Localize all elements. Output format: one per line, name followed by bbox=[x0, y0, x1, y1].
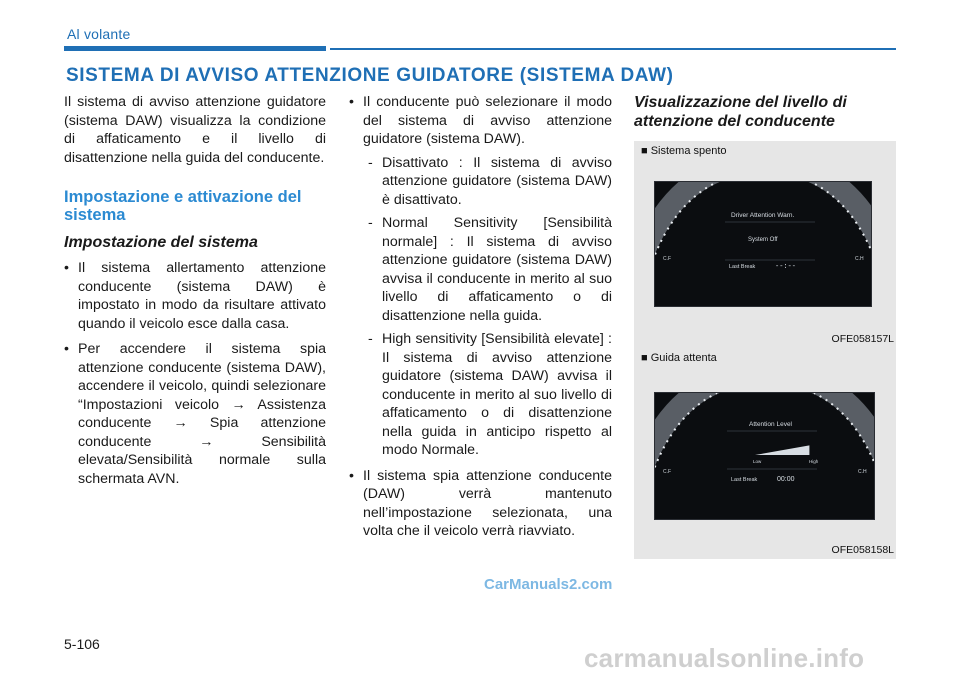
attention-level-bar bbox=[755, 445, 809, 455]
figure-system-off bbox=[634, 141, 896, 348]
bullet-icon: • bbox=[64, 341, 69, 357]
mode-text: Disattivato : Il sistema di avviso attenzione guidatore (sistema DAW) è disattivato. bbox=[382, 154, 612, 208]
figure-caption: ■ Sistema spento bbox=[641, 145, 727, 157]
mode-option-off bbox=[349, 154, 612, 210]
setup-bullet-list bbox=[64, 259, 326, 488]
list-item bbox=[64, 340, 326, 488]
column-middle bbox=[349, 93, 612, 548]
footer-brand: carmanualsonline.info bbox=[584, 643, 865, 673]
figure-attentive-driving bbox=[634, 348, 896, 559]
dash-icon: - bbox=[368, 331, 373, 347]
list-item bbox=[349, 467, 612, 541]
system-setup-subheading: Impostazione del sistema bbox=[64, 234, 258, 251]
figure-code: OFE058157L bbox=[831, 333, 894, 345]
fuel-gauge-label: C.F bbox=[663, 256, 672, 262]
last-break-value: --:-- bbox=[775, 263, 797, 271]
page-title: SISTEMA DI AVVISO ATTENZIONE GUIDATORE (SISTEMA DAW) bbox=[66, 65, 674, 86]
bullet-icon: • bbox=[349, 94, 354, 110]
bullet-icon: • bbox=[349, 467, 354, 484]
bullet-text: Il sistema allertamento attenzione conducente (sistema DAW) è impostato in modo da risultare attivato quando il veicolo esce dalla casa. bbox=[78, 260, 326, 332]
low-label: Low bbox=[753, 459, 762, 464]
temp-gauge-label: C.H bbox=[858, 469, 867, 475]
watermark-logo: CarManuals2.com bbox=[484, 576, 613, 593]
list-item bbox=[64, 259, 326, 333]
mode-text: High sensitivity [Sensibilità elevate] : Il sistema di avviso attenzione guidatore (sistema DAW) avvisa il conducente in merito al suo livello di affaticamento o di disattenzione nella guida in anticipo rispetto al modo Normale. bbox=[382, 331, 612, 458]
screen-title: Driver Attention Warn. bbox=[731, 212, 795, 219]
mode-bullet-list bbox=[349, 93, 612, 541]
attention-display-heading: Visualizzazione del livello di attenzione del conducente bbox=[634, 94, 847, 130]
last-break-value: 00:00 bbox=[777, 476, 795, 483]
cluster-screen bbox=[654, 181, 872, 307]
fuel-gauge-label: C.F bbox=[663, 469, 672, 475]
dash-icon: - bbox=[368, 215, 373, 231]
bullet-icon: • bbox=[64, 260, 69, 276]
mode-text: Normal Sensitivity [Sensibilità normale] : Il sistema di avviso attenzione guidatore (sistema DAW) avvisa il conducente in merito al suo livello di affaticamento o di disattenzione nella guida. bbox=[382, 215, 612, 324]
cluster-screen bbox=[654, 392, 875, 520]
bullet-text: Il sistema spia attenzione conducente (DAW) verrà mantenuto nell’impostazione selezionata, una volta che il veicolo verrà riavviato. bbox=[363, 467, 612, 539]
cluster-display-graphic bbox=[655, 393, 875, 520]
mode-option-high bbox=[349, 330, 612, 460]
bullet-text: Il conducente può selezionare il modo del sistema di avviso attenzione guidatore (sistema DAW). bbox=[363, 94, 612, 147]
mode-option-normal bbox=[349, 214, 612, 325]
figure-code: OFE058158L bbox=[831, 544, 894, 556]
figure-caption: ■ Guida attenta bbox=[641, 352, 717, 364]
screen-title: Attention Level bbox=[749, 421, 793, 428]
list-item bbox=[349, 93, 612, 460]
setup-activation-heading: Impostazione e attivazione del sistema bbox=[64, 188, 302, 224]
page-number: 5-106 bbox=[64, 636, 100, 652]
column-right bbox=[634, 93, 896, 131]
temp-gauge-label: C.H bbox=[855, 256, 864, 262]
header-bar-thin bbox=[330, 48, 896, 50]
status-text: System Off bbox=[748, 237, 778, 243]
last-break-label: Last Break bbox=[731, 477, 758, 483]
intro-paragraph: Il sistema di avviso attenzione guidatore (sistema DAW) visualizza la condizione di affaticamento e il livello di disattenzione nella guida del conducente. bbox=[64, 94, 326, 166]
dash-icon: - bbox=[368, 154, 373, 171]
high-label: High bbox=[809, 459, 819, 464]
bullet-text: Per accendere il sistema spia attenzione conducente (sistema DAW), accendere il veicolo, quindi selezionare “Impostazioni veicolo → Assistenza conducente → Spia attenzione conducente → Sensibilità elevata/Sensibilità normale sulla schermata AVN. bbox=[78, 341, 326, 487]
cluster-display-graphic bbox=[655, 182, 872, 307]
header-bar-thick bbox=[64, 46, 326, 51]
last-break-label: Last Break bbox=[729, 264, 756, 270]
column-left bbox=[64, 93, 326, 495]
section-label: Al volante bbox=[67, 26, 131, 42]
